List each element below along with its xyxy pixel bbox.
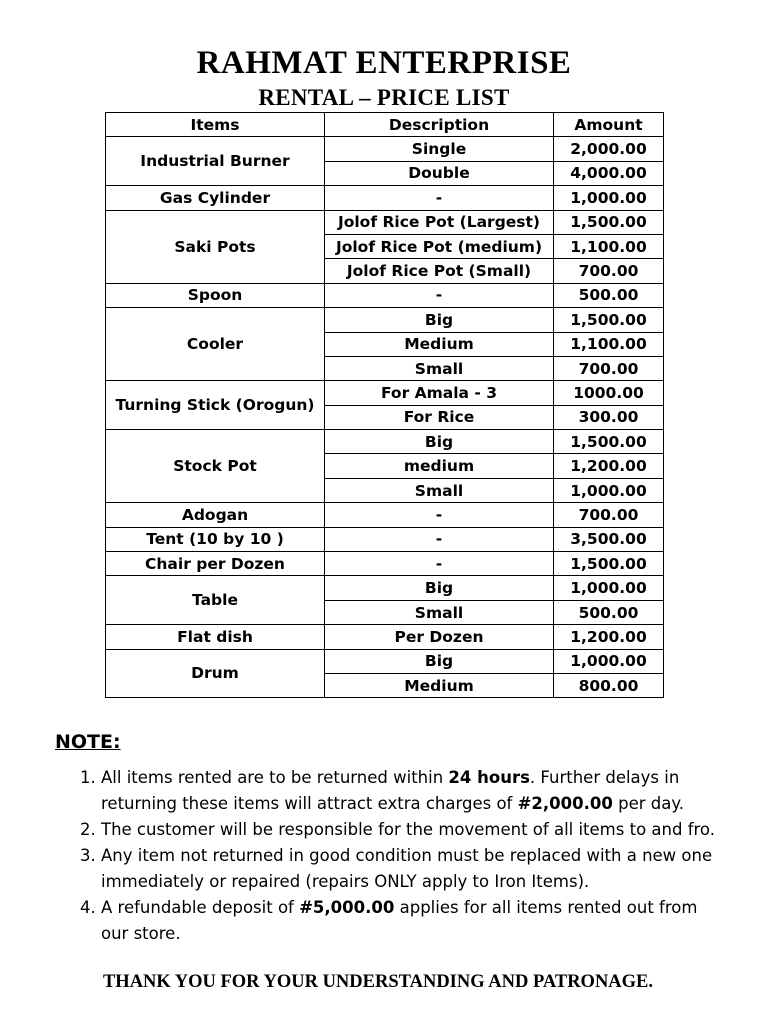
description-cell: Small	[325, 356, 554, 380]
description-cell: Jolof Rice Pot (medium)	[325, 234, 554, 258]
description-cell: -	[325, 283, 554, 307]
table-header-row	[106, 113, 664, 137]
table-row	[106, 210, 664, 234]
table-row	[106, 381, 664, 405]
item-name-cell: Cooler	[106, 308, 325, 381]
table-row	[106, 283, 664, 307]
description-cell: Small	[325, 478, 554, 502]
note-text: applies for all items rented out from our store.	[101, 898, 698, 943]
note-emphasis: #2,000.00	[517, 794, 613, 813]
table-row	[106, 137, 664, 161]
amount-cell: 500.00	[554, 283, 664, 307]
amount-cell: 1,500.00	[554, 552, 664, 576]
price-list-table	[105, 112, 664, 698]
amount-cell: 1,100.00	[554, 234, 664, 258]
amount-cell: 1,000.00	[554, 576, 664, 600]
description-cell: Medium	[325, 332, 554, 356]
table-row	[106, 308, 664, 332]
amount-cell: 1,000.00	[554, 478, 664, 502]
note-text: The customer will be responsible for the movement of all items to and fro.	[101, 820, 715, 839]
description-cell: Big	[325, 649, 554, 673]
note-emphasis: 24 hours	[448, 768, 530, 787]
amount-cell: 3,500.00	[554, 527, 664, 551]
description-cell: -	[325, 552, 554, 576]
amount-cell: 1,200.00	[554, 454, 664, 478]
note-item	[101, 765, 717, 817]
column-header-amount: Amount	[554, 113, 664, 137]
amount-cell: 4,000.00	[554, 161, 664, 185]
amount-cell: 500.00	[554, 600, 664, 624]
amount-cell: 300.00	[554, 405, 664, 429]
item-name-cell: Adogan	[106, 503, 325, 527]
amount-cell: 1,200.00	[554, 625, 664, 649]
item-name-cell: Tent (10 by 10 )	[106, 527, 325, 551]
table-row	[106, 625, 664, 649]
description-cell: -	[325, 503, 554, 527]
note-emphasis: #5,000.00	[299, 898, 395, 917]
note-text: per day.	[612, 794, 684, 813]
item-name-cell: Drum	[106, 649, 325, 698]
price-list-body	[106, 137, 664, 698]
note-item	[101, 817, 717, 843]
note-item	[101, 843, 717, 895]
table-row	[106, 576, 664, 600]
item-name-cell: Turning Stick (Orogun)	[106, 381, 325, 430]
amount-cell: 1,500.00	[554, 210, 664, 234]
description-cell: -	[325, 186, 554, 210]
description-cell: Single	[325, 137, 554, 161]
document-title: RAHMAT ENTERPRISE	[196, 45, 572, 81]
description-cell: -	[325, 527, 554, 551]
note-text: . Further delays in returning these items will attract extra charges of	[101, 768, 680, 813]
table-row	[106, 649, 664, 673]
column-header-description: Description	[325, 113, 554, 137]
item-name-cell: Chair per Dozen	[106, 552, 325, 576]
table-row	[106, 527, 664, 551]
column-header-items: Items	[106, 113, 325, 137]
note-heading: NOTE:	[55, 731, 121, 753]
amount-cell: 2,000.00	[554, 137, 664, 161]
description-cell: Medium	[325, 673, 554, 697]
footer-thank-you: THANK YOU FOR YOUR UNDERSTANDING AND PATRONAGE.	[102, 972, 654, 992]
amount-cell: 700.00	[554, 356, 664, 380]
description-cell: Per Dozen	[325, 625, 554, 649]
description-cell: Double	[325, 161, 554, 185]
item-name-cell: Industrial Burner	[106, 137, 325, 186]
note-text: Any item not returned in good condition must be replaced with a new one immediately or repaired (repairs ONLY apply to Iron Items).	[101, 846, 713, 891]
description-cell: Big	[325, 576, 554, 600]
item-name-cell: Flat dish	[106, 625, 325, 649]
item-name-cell: Stock Pot	[106, 430, 325, 503]
note-item	[101, 895, 717, 947]
note-text: All items rented are to be returned within	[101, 768, 449, 787]
description-cell: Jolof Rice Pot (Largest)	[325, 210, 554, 234]
description-cell: Big	[325, 308, 554, 332]
amount-cell: 1,100.00	[554, 332, 664, 356]
table-row	[106, 430, 664, 454]
amount-cell: 1,000.00	[554, 649, 664, 673]
document-subtitle: RENTAL – PRICE LIST	[258, 85, 510, 110]
description-cell: medium	[325, 454, 554, 478]
amount-cell: 1000.00	[554, 381, 664, 405]
item-name-cell: Gas Cylinder	[106, 186, 325, 210]
item-name-cell: Spoon	[106, 283, 325, 307]
amount-cell: 800.00	[554, 673, 664, 697]
amount-cell: 700.00	[554, 259, 664, 283]
amount-cell: 1,000.00	[554, 186, 664, 210]
description-cell: For Rice	[325, 405, 554, 429]
notes-list	[55, 765, 717, 947]
amount-cell: 1,500.00	[554, 308, 664, 332]
description-cell: For Amala - 3	[325, 381, 554, 405]
amount-cell: 1,500.00	[554, 430, 664, 454]
table-row	[106, 503, 664, 527]
description-cell: Jolof Rice Pot (Small)	[325, 259, 554, 283]
item-name-cell: Saki Pots	[106, 210, 325, 283]
description-cell: Small	[325, 600, 554, 624]
table-row	[106, 552, 664, 576]
table-row	[106, 186, 664, 210]
note-text: A refundable deposit of	[101, 898, 300, 917]
description-cell: Big	[325, 430, 554, 454]
item-name-cell: Table	[106, 576, 325, 625]
amount-cell: 700.00	[554, 503, 664, 527]
